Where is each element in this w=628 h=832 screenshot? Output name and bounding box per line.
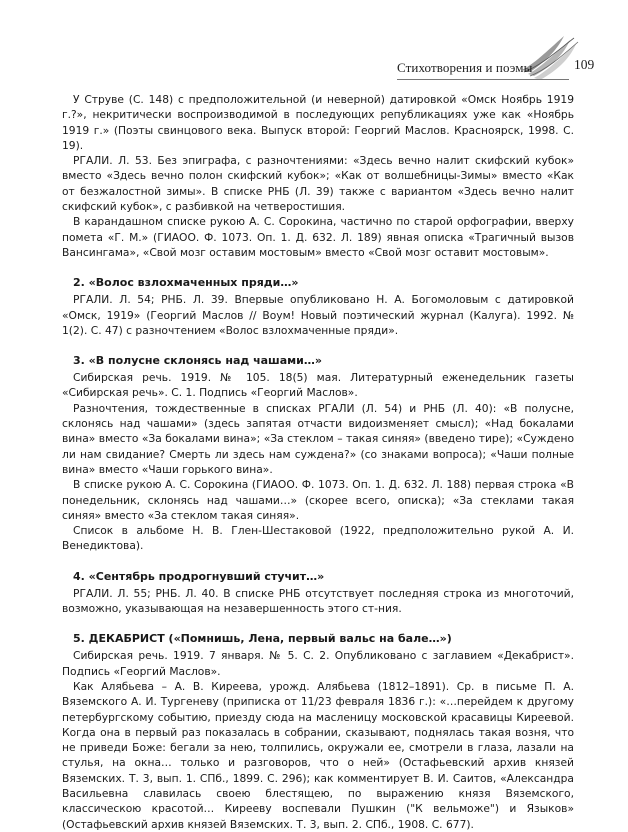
paragraph: Как Алябьева – А. В. Киреева, урожд. Алябьева (1812–1891). Ср. в письме П. А. Вяземского А. И. Тургеневу (приписка от 11/23 февраля 1836 г.): «…перейдем к другому петербургскому событию, приезду сюда на масленицу московской красавицы Киреевой. Когда она в первый раз показалась в собрании, сказывают, поднялась такая возня, что не приведи Боже: бегали за нею, толпились, окружали ее, смотрели в глаза, лазали на стулья, на окна… только и разговоров, что о ней» (Остафьевский архив князей Вяземских. Т. 3, вып. 1. СПб., 1899. С. 296); как комментирует В. И. Саитов, «Александра Васильевна славилась своею блестящею, по выражению князя Вяземского, классическою красотой… Кирееву воспевали Пушкин ("К вельможе") и Языков» (Остафьевский архив князей Вяземских. Т. 3, вып. 2. СПб., 1908. С. 677). [62, 679, 574, 831]
page-number: 109 [574, 57, 595, 72]
paragraph: Сибирская речь. 1919. № 105. 18(5) мая. Литературный еженедельник газеты «Сибирская речь». С. 1. Подпись «Георгий Маслов». [62, 371, 574, 400]
paragraph: РГАЛИ. Л. 54; РНБ. Л. 39. Впервые опубликовано Н. А. Богомоловым с датировкой «Омск, 1919» (Георгий Маслов // Воум! Новый поэтический журнал (Калуга). 1992. № 1(2). С. 47) с разночтением «Волос взлохмаченные пряди». [62, 293, 574, 337]
section-heading: 3. «В полусне склонясь над чашами…» [73, 354, 322, 368]
paragraph: В списке рукою А. С. Сорокина (ГИАОО. Ф. 1073. Оп. 1. Д. 632. Л. 188) первая строка «В понедельник, склонясь над чашами…» (скорее всего, описка); «За стеклами такая синяя» вместо «За стеклом такая синяя». [62, 478, 574, 522]
paragraph: Список в альбоме Н. В. Глен-Шестаковой (1922, предположительно рукой А. И. Венедиктова). [62, 524, 574, 553]
section-heading: 4. «Сентябрь продрогнувший стучит…» [73, 569, 325, 583]
section-heading: 2. «Волос взлохмаченных пряди…» [73, 276, 299, 290]
page-header [0, 0, 628, 82]
paragraph: Сибирская речь. 1919. 7 января. № 5. С. 2. Опубликовано с заглавием «Декабрист». Подпись «Георгий Маслов». [62, 649, 574, 678]
section-heading: 5. ДЕКАБРИСТ («Помнишь, Лена, первый вальс на бале…») [73, 632, 452, 646]
paragraph: Разночтения, тождественные в списках РГАЛИ (Л. 54) и РНБ (Л. 40): «В полусне, склонясь над чашами» (здесь запятая отчасти видоизменяет смысл); «Над бокалами вина» вместо «За бокалами вина»; «За стеклом – такая синяя» (введено тире); «Суждено ли нам свидание? Смерть ли здесь нам суждена?» (со знаками вопроса); «Чаши полные вина» вместо «Чаши горького вина». [62, 401, 574, 476]
page-body [62, 92, 574, 832]
paragraph: У Струве (С. 148) с предположительной (и неверной) датировкой «Омск Ноябрь 1919 г.?», некритически воспроизводимой в последующих републикациях уже как «Ноябрь 1919 г.» (Поэты свинцового века. Выпуск второй: Георгий Маслов. Красноярск, 1998. С. 19). [62, 93, 574, 152]
running-title: Стихотворения и поэмы [397, 60, 533, 75]
header-rule [397, 79, 569, 80]
paragraph: РГАЛИ. Л. 53. Без эпиграфа, с разночтениями: «Здесь вечно налит скифский кубок» вместо «Здесь вечно полон скифский кубок»; «Как от волшебницы-Зимы» вместо «Как от безжалостной зимы». В списке РНБ (Л. 39) также с вариантом «Здесь вечно налит скифский кубок», с разбивкой на четверостишия. [62, 154, 574, 214]
paragraph: В карандашном списке рукою А. С. Сорокина, частично по старой орфографии, вверху помета «Г. М.» (ГИАОО. Ф. 1073. Оп. 1. Д. 632. Л. 189) явная описка «Трагичный вызов Вансингама», «Свой мозг оставим мостовым» вместо «Свой мозг оставит мостовым». [62, 215, 574, 259]
paragraph: РГАЛИ. Л. 55; РНБ. Л. 40. В списке РНБ отсутствует последняя строка из многоточий, возможно, указывающая на незавершенность этого ст-ния. [62, 586, 574, 616]
